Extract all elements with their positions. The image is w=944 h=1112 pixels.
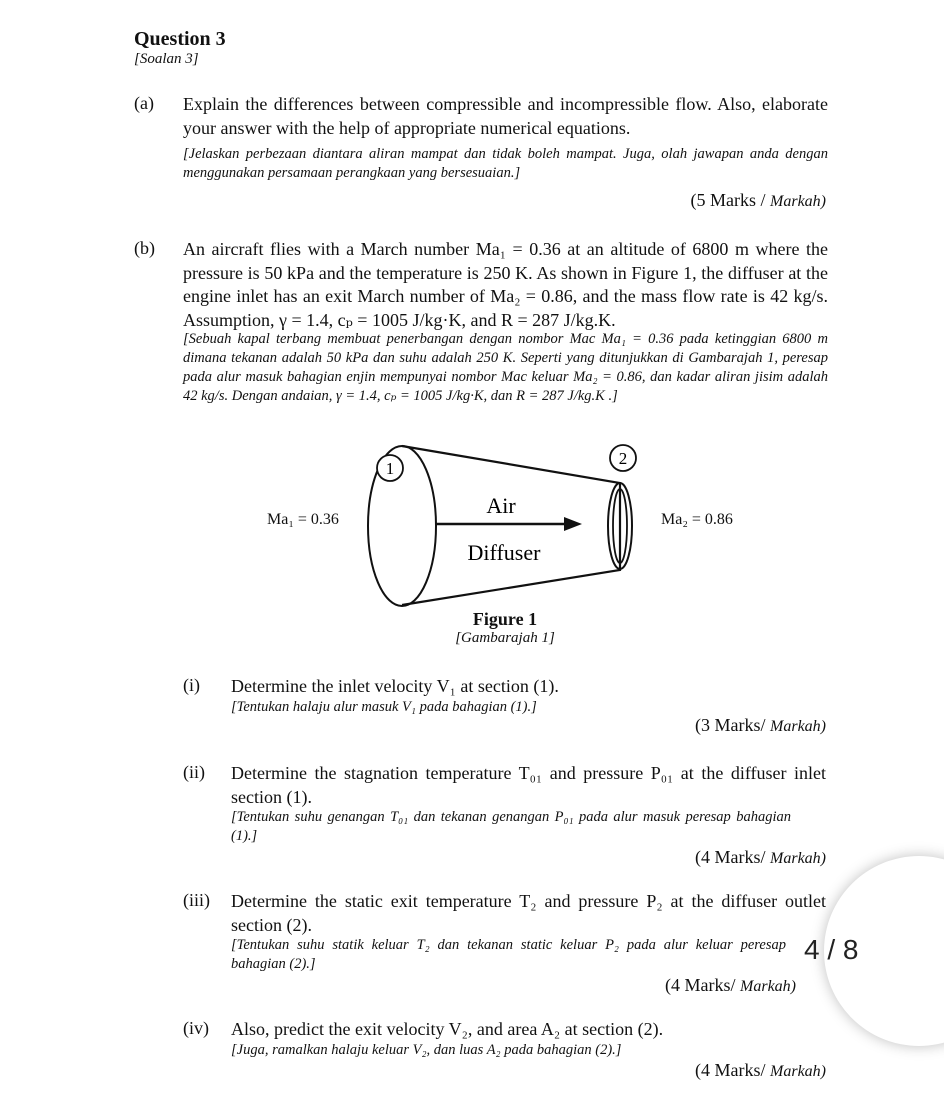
page-indicator: 4 / 8 bbox=[804, 934, 859, 965]
sub-iii-text: Determine the static exit temperature T₂ and pressure P₂ at the diffuser outlet section (2). bbox=[231, 891, 826, 935]
figure-caption-ms: [Gambarajah 1] bbox=[455, 630, 555, 646]
sub-iv-marks: (4 Marks/ Markah) bbox=[695, 1060, 826, 1080]
diffuser-label: Diffuser bbox=[467, 540, 541, 565]
sub-ii-text-ms: [Tentukan suhu genangan T₀₁ dan tekanan genangan P₀₁ pada alur masuk peresap bahagian (1).] bbox=[231, 809, 791, 844]
sub-iv-label: (iv) bbox=[183, 1018, 209, 1038]
part-a-text: Explain the differences between compressible and incompressible flow. Also, elaborate your answer with the help of appropriate numerical equations. bbox=[183, 94, 828, 138]
sub-i-marks: (3 Marks/ Markah) bbox=[695, 715, 826, 735]
part-a-text-ms: [Jelaskan perbezaan diantara aliran mampat dan tidak boleh mampat. Juga, olah jawapan anda dengan menggunakan persamaan perangkaan yang bersesuaian.] bbox=[183, 146, 828, 181]
flow-arrow-icon bbox=[564, 517, 582, 531]
section-1-label: 1 bbox=[385, 459, 395, 478]
sub-ii-label: (ii) bbox=[183, 762, 205, 782]
ma1-label: Ma₁ = 0.36 bbox=[267, 511, 339, 528]
sub-iv-text-ms: [Juga, ramalkan halaju keluar V₂, dan luas A₂ pada bahagian (2).] bbox=[231, 1042, 622, 1058]
sub-i-text-ms: [Tentukan halaju alur masuk V₁ pada bahagian (1).] bbox=[231, 699, 537, 715]
part-b-text-ms: [Sebuah kapal terbang membuat penerbangan dengan nombor Mac Ma₁ = 0.36 pada ketinggian 6800 m dimana tekanan adalah 50 kPa dan suhu adalah 250 K. Seperti yang ditunjukkan di Gambarajah 1, peresap pada alur masuk bahagian enjin mempunyai nombor Mac keluar Ma₂ = 0.86, dan kadar aliran jisim adalah 42 kg/s. Dengan andaian, γ = 1.4, cₚ = 1005 J/kg·K, dan R = 287 J/kg.K .] bbox=[183, 331, 828, 404]
air-label: Air bbox=[486, 493, 516, 518]
part-b-label: (b) bbox=[134, 238, 155, 258]
part-a-label: (a) bbox=[134, 93, 154, 113]
question-subtitle: [Soalan 3] bbox=[134, 51, 199, 67]
sub-i-label: (i) bbox=[183, 675, 200, 695]
sub-ii-text: Determine the stagnation temperature T₀₁ and pressure P₀₁ at the diffuser inlet section (1). bbox=[231, 763, 826, 807]
sub-i-text: Determine the inlet velocity V₁ at section (1). bbox=[231, 676, 559, 696]
sub-iii-text-ms: [Tentukan suhu statik keluar T₂ dan tekanan static keluar P₂ pada alur keluar peresap bahagian (2).] bbox=[231, 937, 786, 972]
diffuser-outline bbox=[402, 446, 620, 605]
sub-iii-marks: (4 Marks/ Markah) bbox=[665, 975, 796, 995]
section-2-label: 2 bbox=[618, 449, 628, 468]
sub-iii-label: (iii) bbox=[183, 890, 210, 910]
part-b-text: An aircraft flies with a March number Ma₁ = 0.36 at an altitude of 6800 m where the pressure is 50 kPa and the temperature is 250 K. As shown in Figure 1, the diffuser at the engine inlet has an exit March number of Ma₂ = 0.86, and the mass flow rate is 42 kg/s. Assumption, γ = 1.4, cₚ = 1005 J/kg·K, and R = 287 J/kg.K. bbox=[183, 239, 828, 330]
question-title: Question 3 bbox=[134, 28, 226, 50]
ma2-label: Ma₂ = 0.86 bbox=[661, 511, 733, 528]
part-a-marks: (5 Marks / Markah) bbox=[690, 190, 826, 210]
figure-caption: Figure 1 bbox=[472, 609, 538, 629]
sub-ii-marks: (4 Marks/ Markah) bbox=[695, 847, 826, 867]
sub-iv-text: Also, predict the exit velocity V₂, and area A₂ at section (2). bbox=[231, 1019, 664, 1039]
